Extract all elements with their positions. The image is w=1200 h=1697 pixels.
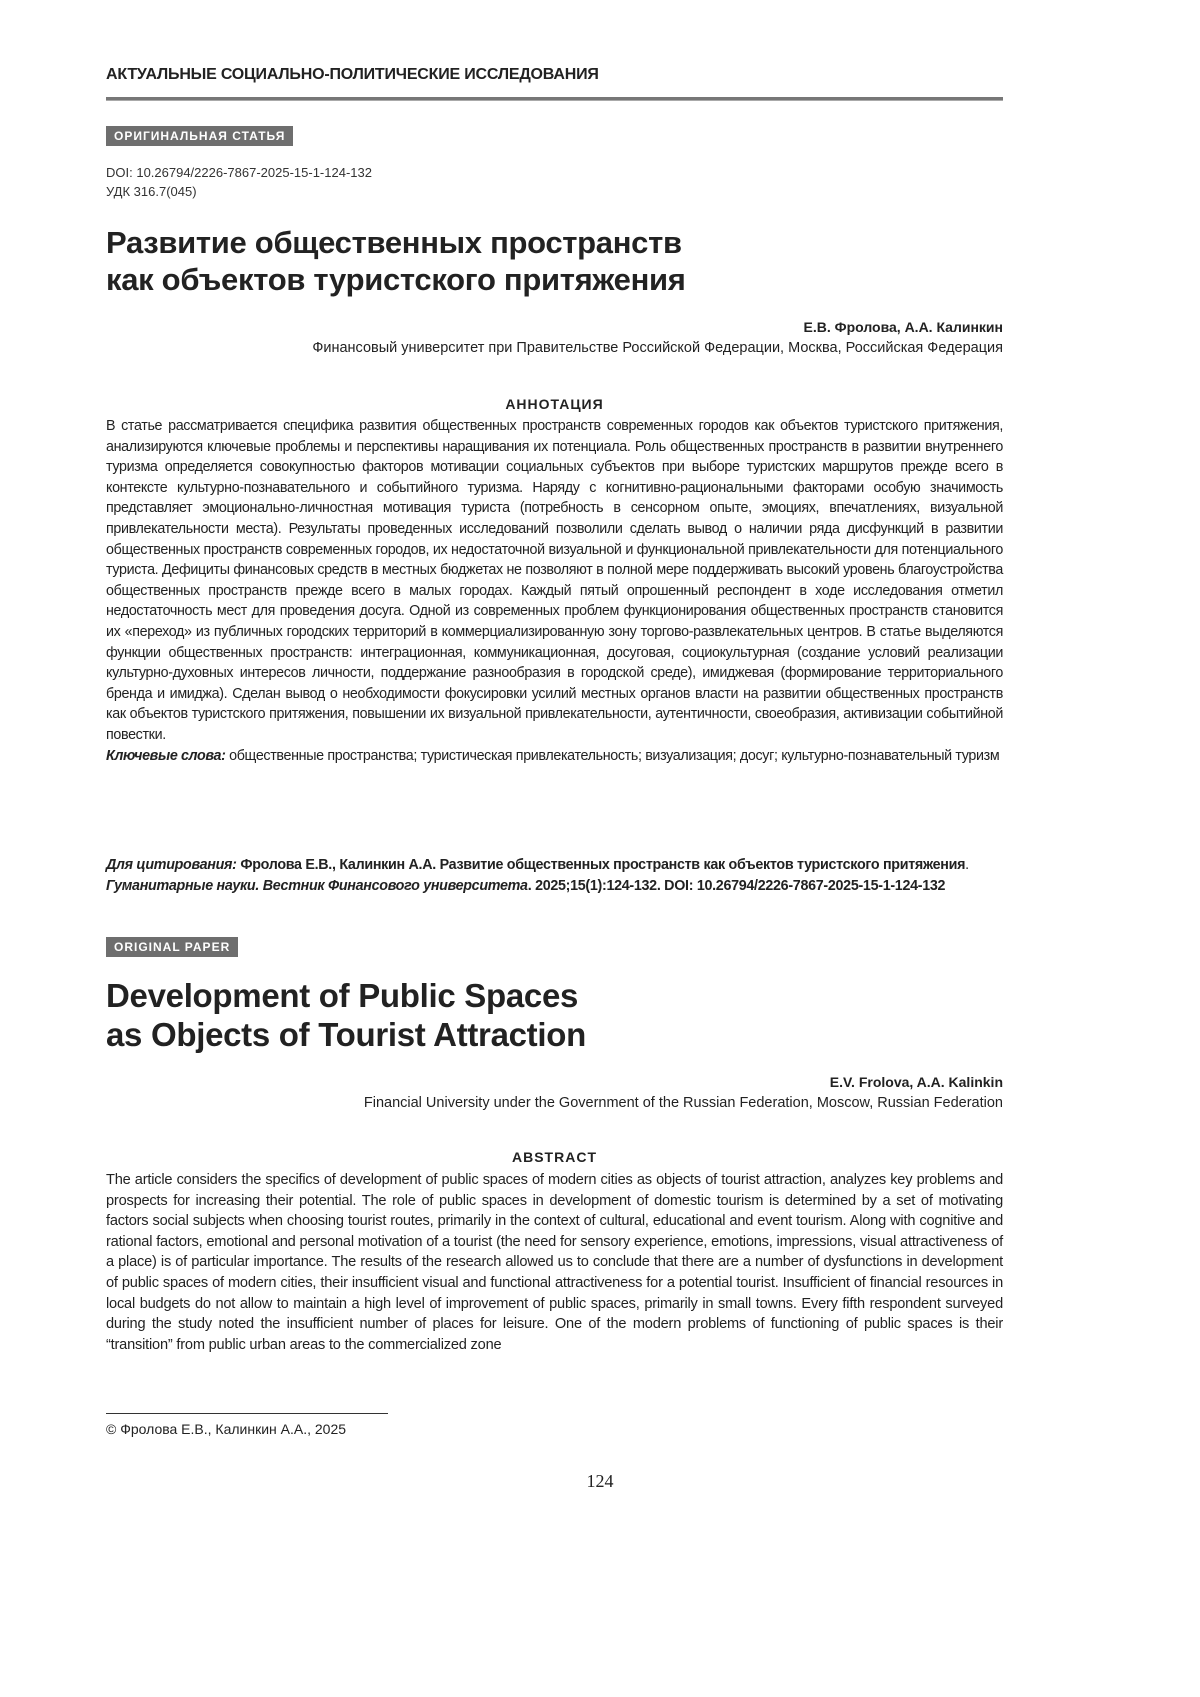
title-en-line2: as Objects of Tourist Attraction	[106, 1015, 586, 1054]
title-ru-line2: как объектов туристского притяжения	[106, 261, 686, 298]
authors-en: E.V. Frolova, A.A. Kalinkin	[830, 1074, 1003, 1090]
copyright-footnote: © Фролова Е.В., Калинкин А.А., 2025	[106, 1421, 346, 1437]
udk: УДК 316.7(045)	[106, 184, 197, 199]
doi: DOI: 10.26794/2226-7867-2025-15-1-124-132	[106, 165, 372, 180]
title-en	[106, 976, 586, 1054]
footnote-divider	[106, 1413, 388, 1414]
journal-section-header: АКТУАЛЬНЫЕ СОЦИАЛЬНО-ПОЛИТИЧЕСКИЕ ИССЛЕДОВАНИЯ	[106, 66, 599, 84]
citation-rest: . 2025;15(1):124-132. DOI: 10.26794/2226-7867-2025-15-1-124-132	[528, 878, 945, 894]
abstract-ru-text: В статье рассматривается специфика развития общественных пространств современных городов как объектов туристского притяжения, анализируются ключевые проблемы и перспективы наращивания их потенциала. Роль общественных пространств в развитии внутреннего туризма определяется совокупностью факторов мотивации социальных субъектов при выборе туристских маршрутов прежде всего в контексте культурно-познавательного и событийного туризма. Наряду с когнитивно-рациональными факторами особую значимость представляет эмоционально-личностная мотивация туриста (потребность в сенсорном опыте, эмоциях, впечатлениях, визуальной привлекательности места). Результаты проведенных исследований позволили сделать вывод о наличии ряда дисфункций в развитии общественных пространств современных городов, их недостаточной визуальной и функциональной привлекательности для потенциального туриста. Дефициты финансовых средств в местных бюджетах не позволяют в полной мере поддерживать высокий уровень благоустройства общественных пространств прежде всего в малых городах. Каждый пятый опрошенный респондент в ходе исследования отметил недостаточность мест для проведения досуга. Одной из современных проблем функционирования общественных пространств становится их «переход» из публичных городских территорий в коммерциализированную зону торгово-развлекательных центров. В статье выделяются функции общественных пространств: интеграционная, коммуникационная, досуговая, социокультурная (создание условий реализации культурно-духовных интересов личности, поддержание разнообразия в городской среде), имиджевая (формирование территориального бренда и имиджа). Сделан вывод о необходимости фокусировки усилий местных органов власти на развитии общественных пространств как объектов туристского притяжения, повышении их визуальной привлекательности, аутентичности, своеобразия, активизации событийной повестки.	[106, 418, 1003, 743]
title-en-line1: Development of Public Spaces	[106, 976, 586, 1015]
article-type-badge-ru: ОРИГИНАЛЬНАЯ СТАТЬЯ	[106, 126, 293, 146]
citation-label: Для цитирования:	[106, 857, 237, 873]
citation-journal: Гуманитарные науки. Вестник Финансового университета	[106, 878, 528, 894]
citation-dot: .	[965, 857, 969, 873]
abstract-en: The article considers the specifics of development of public spaces of modern cities as objects of tourist attraction, analyzes key problems and prospects for increasing their potential. The role of public spaces in development of domestic tourism is determined by a set of motivating factors social subjects when choosing tourist routes, primarily in the context of cultural, educational and event tourism. Along with cognitive and rational factors, emotional and personal motivation of a tourist (the need for sensory experience, emotions, impressions, visual attractiveness of a place) is of particular importance. The results of the research allowed us to conclude that there are a number of dysfunctions in development of public spaces of modern cities, their insufficient visual and functional attractiveness for a potential tourist. Insufficient of financial resources in local budgets do not allow to maintain a high level of improvement of public spaces, primarily in small towns. Every fifth respondent surveyed during the study noted the insufficient number of places for leisure. One of the modern problems of functioning of public spaces is their “transition” from public urban areas to the commercialized zone	[106, 1170, 1003, 1355]
title-ru-line1: Развитие общественных пространств	[106, 224, 686, 261]
title-ru	[106, 224, 686, 298]
article-type-badge-en: ORIGINAL PAPER	[106, 937, 238, 957]
affiliation-ru: Финансовый университет при Правительстве Российской Федерации, Москва, Российская Федерация	[312, 340, 1003, 356]
header-divider	[106, 97, 1003, 101]
authors-ru: Е.В. Фролова, А.А. Калинкин	[804, 319, 1004, 335]
citation-authors-title: Фролова Е.В., Калинкин А.А. Развитие общественных пространств как объектов туристского притяжения	[237, 857, 965, 873]
page-number: 124	[0, 1471, 1200, 1492]
keywords: общественные пространства; туристическая привлекательность; визуализация; досуг; культурно-познавательный туризм	[226, 748, 1000, 764]
abstract-heading-ru: АННОТАЦИЯ	[106, 396, 1003, 412]
citation	[106, 855, 1003, 896]
keywords-label: Ключевые слова:	[106, 748, 226, 764]
affiliation-en: Financial University under the Government of the Russian Federation, Moscow, Russian Federation	[364, 1095, 1003, 1111]
abstract-heading-en: ABSTRACT	[106, 1149, 1003, 1165]
abstract-ru	[106, 416, 1003, 766]
